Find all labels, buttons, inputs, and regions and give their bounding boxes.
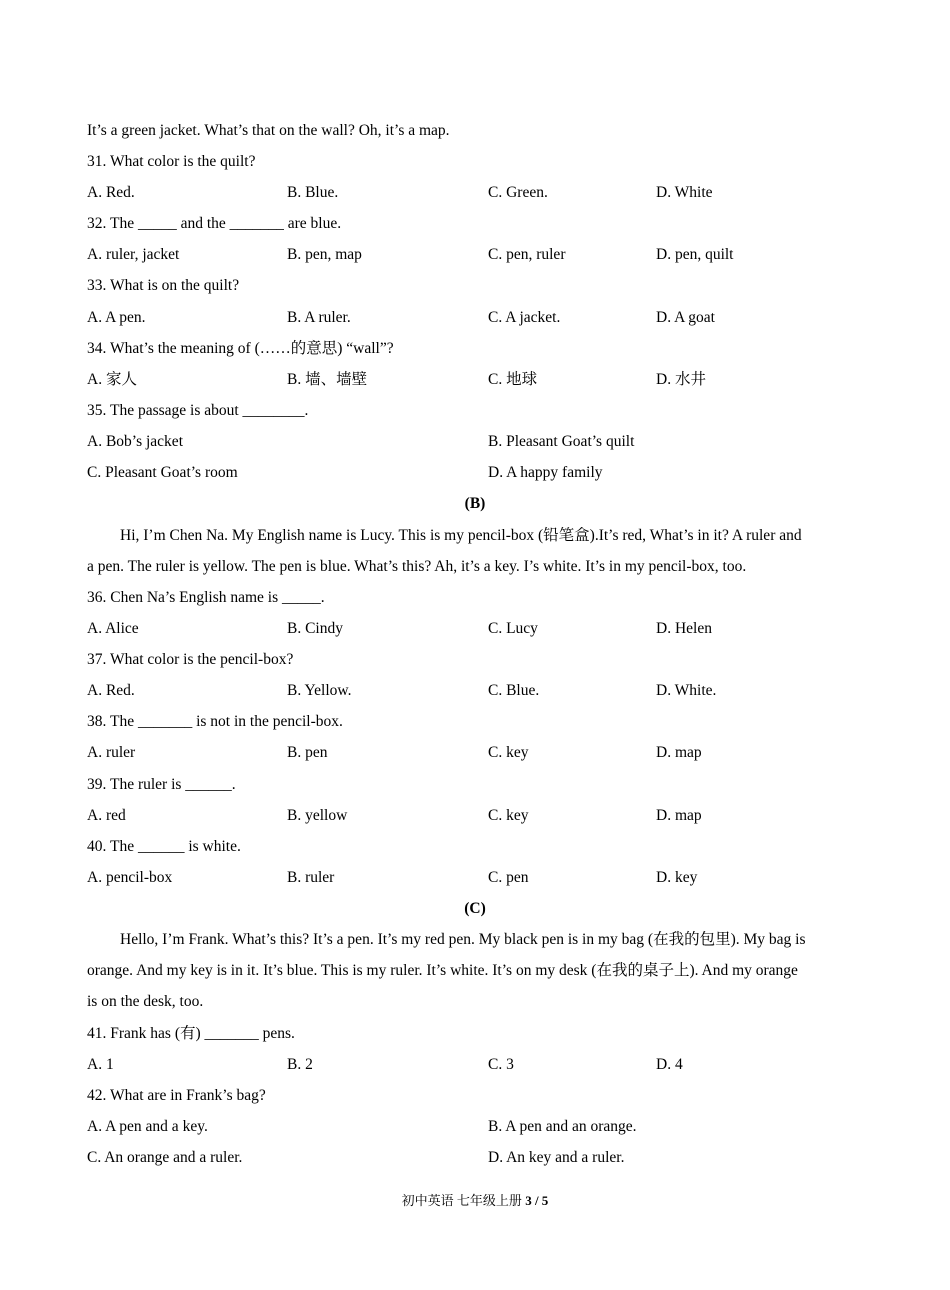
option-40-a: A. pencil-box xyxy=(87,869,173,886)
option-41-d: D. 4 xyxy=(656,1056,683,1073)
option-32-b: B. pen, map xyxy=(287,246,362,263)
question-32: 32. The _____ and the _______ are blue. xyxy=(87,215,342,232)
question-40: 40. The ______ is white. xyxy=(87,838,241,855)
option-41-c: C. 3 xyxy=(488,1056,514,1073)
option-36-a: A. Alice xyxy=(87,620,139,637)
option-34-d: D. 水井 xyxy=(656,371,706,388)
option-39-b: B. yellow xyxy=(287,807,348,824)
option-38-d: D. map xyxy=(656,744,702,761)
option-40-d: D. key xyxy=(656,869,698,886)
option-35-b: B. Pleasant Goat’s quilt xyxy=(488,433,635,450)
section-c-passage-line-1: Hello, I’m Frank. What’s this? It’s a pen. It’s my red pen. My black pen is in my bag (在我的包里). My bag is xyxy=(120,931,806,948)
footer-text: 初中英语 七年级上册 xyxy=(401,1193,522,1208)
option-38-a: A. ruler xyxy=(87,744,136,761)
option-35-a: A. Bob’s jacket xyxy=(87,433,183,450)
question-31: 31. What color is the quilt? xyxy=(87,153,256,170)
option-42-a: A. A pen and a key. xyxy=(87,1118,208,1135)
option-32-d: D. pen, quilt xyxy=(656,246,734,263)
option-37-d: D. White. xyxy=(656,682,717,699)
option-39-a: A. red xyxy=(87,807,126,824)
section-c-passage-line-2: orange. And my key is in it. It’s blue. This is my ruler. It’s white. It’s on my desk (在我的桌子上). And my orange xyxy=(87,962,798,979)
question-38: 38. The _______ is not in the pencil-box. xyxy=(87,713,343,730)
option-33-d: D. A goat xyxy=(656,309,715,326)
question-35: 35. The passage is about ________. xyxy=(87,402,309,419)
option-42-d: D. An key and a ruler. xyxy=(488,1149,625,1166)
option-32-c: C. pen, ruler xyxy=(488,246,566,263)
question-33: 33. What is on the quilt? xyxy=(87,277,240,294)
option-31-c: C. Green. xyxy=(488,184,548,201)
option-34-c: C. 地球 xyxy=(488,371,538,388)
page-number: 3 / 5 xyxy=(525,1193,549,1208)
question-37: 37. What color is the pencil-box? xyxy=(87,651,294,668)
intro-line: It’s a green jacket. What’s that on the wall? Oh, it’s a map. xyxy=(87,122,450,139)
option-39-d: D. map xyxy=(656,807,702,824)
option-33-a: A. A pen. xyxy=(87,309,146,326)
option-36-c: C. Lucy xyxy=(488,620,538,637)
option-31-d: D. White xyxy=(656,184,713,201)
option-37-c: C. Blue. xyxy=(488,682,540,699)
option-35-d: D. A happy family xyxy=(488,464,603,481)
option-36-d: D. Helen xyxy=(656,620,712,637)
option-37-b: B. Yellow. xyxy=(287,682,352,699)
option-42-b: B. A pen and an orange. xyxy=(488,1118,637,1135)
option-41-a: A. 1 xyxy=(87,1056,114,1073)
option-38-b: B. pen xyxy=(287,744,328,761)
option-33-c: C. A jacket. xyxy=(488,309,561,326)
section-b-passage-line-2: a pen. The ruler is yellow. The pen is blue. What’s this? Ah, it’s a key. I’s white. It’s in my pencil-box, too. xyxy=(87,558,747,575)
section-c-passage-line-3: is on the desk, too. xyxy=(87,993,204,1010)
option-33-b: B. A ruler. xyxy=(287,309,351,326)
page-footer xyxy=(0,1192,950,1210)
option-34-a: A. 家人 xyxy=(87,371,137,388)
question-41: 41. Frank has (有) _______ pens. xyxy=(87,1025,295,1042)
option-40-b: B. ruler xyxy=(287,869,335,886)
option-38-c: C. key xyxy=(488,744,529,761)
option-42-c: C. An orange and a ruler. xyxy=(87,1149,243,1166)
section-c-heading: (C) xyxy=(464,900,486,917)
option-31-b: B. Blue. xyxy=(287,184,339,201)
question-39: 39. The ruler is ______. xyxy=(87,776,236,793)
section-b-passage-line-1: Hi, I’m Chen Na. My English name is Lucy. This is my pencil-box (铅笔盒).It’s red, What’s in it? A ruler and xyxy=(120,527,802,544)
question-36: 36. Chen Na’s English name is _____. xyxy=(87,589,325,606)
option-41-b: B. 2 xyxy=(287,1056,313,1073)
option-39-c: C. key xyxy=(488,807,529,824)
question-34: 34. What’s the meaning of (……的意思) “wall”? xyxy=(87,340,394,357)
option-34-b: B. 墙、墙壁 xyxy=(287,371,368,388)
question-42: 42. What are in Frank’s bag? xyxy=(87,1087,266,1104)
option-37-a: A. Red. xyxy=(87,682,135,699)
option-40-c: C. pen xyxy=(488,869,529,886)
section-b-heading: (B) xyxy=(464,495,486,512)
option-36-b: B. Cindy xyxy=(287,620,343,637)
option-35-c: C. Pleasant Goat’s room xyxy=(87,464,238,481)
option-32-a: A. ruler, jacket xyxy=(87,246,180,263)
option-31-a: A. Red. xyxy=(87,184,135,201)
